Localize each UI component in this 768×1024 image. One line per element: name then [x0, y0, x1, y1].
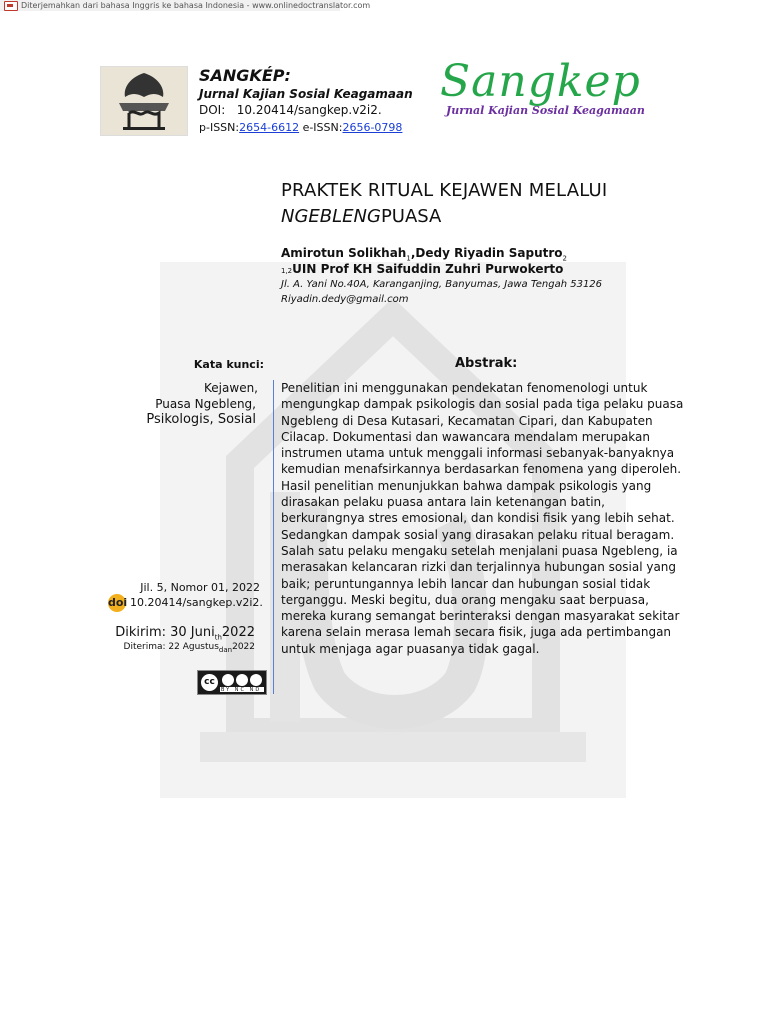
abstract-body: Penelitian ini menggunakan pendekatan fenomenologi untuk mengungkap dampak psikologis dan sosial pada tiga pelaku puasa Ngebleng di Desa Kutasari, Kecamatan Cipari, dan Kabupaten Cilacap. Dokumentasi dan wawancara mendalam merupakan instrumen utama untuk menggali informasi sebanyak-banyaknya kemudian menafsirkannya berdasarkan fenomena yang diperoleh. Hasil penelitian menunjukkan bahwa dampak psikologis yang dirasakan pelaku puasa antara lain ketenangan batin, berkurangnya stres emosional, dan kondisi fisik yang lebih sehat. Sedangkan dampak sosial yang dirasakan pelaku ritual beragam. Salah satu pelaku mengaku setelah menjalani puasa Ngebleng, ia merasakan kelancaran rizki dan terjalinnya hubungan sosial yang baik; peruntungannya lebih lancar dan hubungan sosial tidak terganggu. Meski begitu, dua orang mengaku saat berpuasa, mereka kurang semangat berinteraksi dengan masyarakat sekitar karena selain merasa lemah secara fisik, juga ada pertimbangan untuk menjaga agar puasanya tidak gagal.	[281, 381, 684, 656]
logo-tagline: Jurnal Kajian Sosial Keagamaan	[446, 104, 645, 117]
article-doi-value: 10.20414/sangkep.v2i2.	[130, 596, 263, 609]
author-1-sup: 1	[406, 254, 411, 263]
keywords-heading: Kata kunci:	[193, 358, 264, 371]
keyword-1: Kejawen,	[204, 381, 258, 395]
journal-doi	[199, 103, 382, 117]
keyword-3: Psikologis, Sosial	[146, 412, 256, 427]
article-title-line2	[281, 206, 441, 227]
accepted-year: 2022	[232, 642, 255, 652]
title-italic: NGEBLENG	[281, 206, 381, 227]
submitted-suffix: th	[214, 633, 222, 642]
sangkep-logo	[440, 56, 658, 124]
nd-icon	[250, 674, 262, 686]
submitted-label: Dikirim: 30 Juni	[115, 625, 215, 640]
submitted-year: 2022	[221, 625, 255, 640]
author-separator: ,	[410, 246, 416, 260]
doi-value: 10.20414/sangkep.v2i2.	[236, 103, 382, 117]
eissn-link[interactable]: 2656-0798	[342, 121, 403, 134]
pdf-icon	[4, 1, 18, 11]
doi-label: DOI:	[199, 103, 226, 117]
by-icon	[222, 674, 234, 686]
keyword-2: Puasa Ngebleng,	[155, 397, 256, 411]
submitted-date	[110, 625, 255, 642]
title-rest: PUASA	[380, 206, 442, 227]
authors	[281, 246, 567, 262]
affiliation-sup: 1,2	[281, 267, 293, 275]
article-doi[interactable]	[108, 594, 263, 612]
nc-icon	[236, 674, 248, 686]
email[interactable]: Riyadin.dedy@gmail.com	[281, 294, 409, 305]
logo-wordmark: Sangkep	[440, 56, 641, 107]
address: Jl. A. Yani No.40A, Karanganjing, Banyumas, Jawa Tengah 53126	[281, 279, 603, 290]
journal-logo-emblem	[100, 66, 188, 136]
doi-icon: doi	[108, 594, 126, 612]
cc-icon: cc	[201, 674, 218, 691]
author-2: Dedy Riyadin Saputro	[415, 246, 563, 260]
cc-license-badge[interactable]	[197, 670, 267, 695]
license-label: BY NC ND	[221, 687, 262, 693]
journal-issn	[199, 121, 402, 134]
pissn-label: p-ISSN:	[199, 121, 240, 134]
author-1: Amirotun Solikhah	[281, 246, 407, 260]
journal-name: SANGKÉP:	[199, 66, 291, 85]
pissn-link[interactable]: 2654-6612	[239, 121, 300, 134]
affiliation	[281, 262, 563, 276]
abstract-heading: Abstrak:	[455, 356, 518, 371]
author-2-sup: 2	[562, 254, 568, 263]
eissn-label: e-ISSN:	[299, 121, 343, 134]
volume-info: Jil. 5, Nomor 01, 2022	[140, 581, 260, 594]
accepted-suffix: dan	[218, 645, 233, 654]
journal-subtitle: Jurnal Kajian Sosial Keagamaan	[199, 87, 413, 101]
banner-text: Diterjemahkan dari bahasa Inggris ke bahasa Indonesia - www.onlinedoctranslator.com	[21, 1, 371, 10]
accepted-label: Diterima: 22 Agustus	[123, 642, 219, 652]
affiliation-name: UIN Prof KH Saifuddin Zuhri Purwokerto	[292, 262, 564, 276]
translator-banner[interactable]	[0, 0, 371, 11]
column-divider	[273, 380, 274, 694]
article-title-line1: PRAKTEK RITUAL KEJAWEN MELALUI	[281, 180, 608, 201]
accepted-date	[100, 642, 255, 654]
